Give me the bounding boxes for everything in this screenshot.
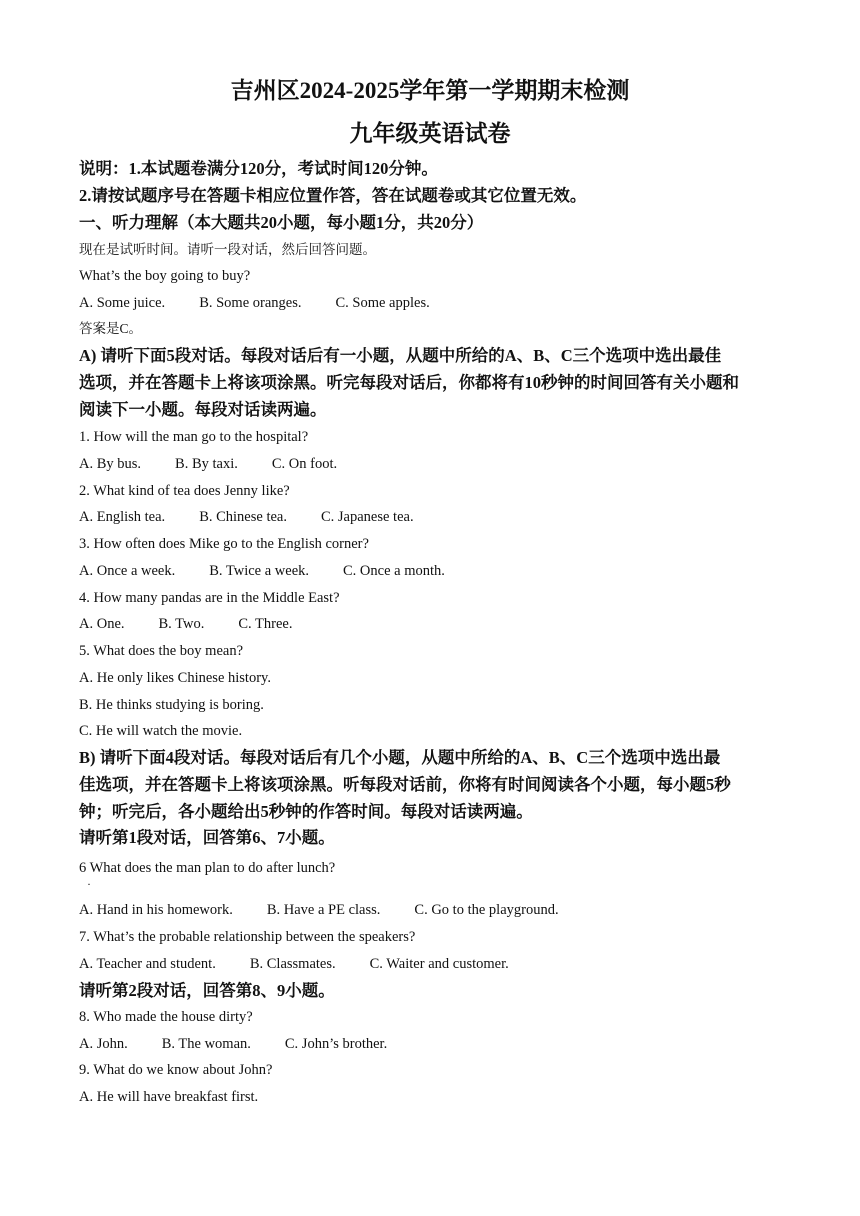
part-a-intro-line-3: 阅读下一小题。每段对话读两遍。 — [79, 400, 327, 419]
question-2-options — [79, 510, 414, 525]
option-c: C. John’s brother. — [284, 1036, 388, 1052]
option-b: B. By taxi. — [175, 456, 238, 472]
question-1-options — [79, 457, 337, 472]
option-a: A. John. — [79, 1036, 128, 1052]
instruction-line-1: 说明：1.本试题卷满分120分，考试时间120分钟。 — [79, 159, 438, 178]
option-c: C. Waiter and customer. — [369, 956, 509, 972]
option-c: C. Go to the playground. — [414, 902, 559, 918]
question-7: 7. What’s the probable relationship between the speakers? — [79, 929, 416, 945]
option-a: A. Teacher and student. — [79, 956, 216, 972]
part-b-intro-line-2: 佳选项，并在答题卡上将该项涂黑。听每段对话前，你将有时间阅读各个小题，每小题5秒 — [79, 775, 731, 794]
question-5: 5. What does the boy mean? — [79, 643, 244, 659]
option-c: C. Some apples. — [335, 295, 430, 311]
question-5-option-b: B. He thinks studying is boring. — [79, 697, 264, 713]
option-a: A. Some juice. — [79, 295, 166, 311]
part-b-intro-line-3: 钟；听完后，各小题给出5秒钟的作答时间。每段对话读两遍。 — [79, 802, 533, 821]
option-b: B. Classmates. — [249, 956, 336, 972]
question-6-options — [79, 903, 559, 918]
part-b-intro-line-1: B) 请听下面4段对话。每段对话后有几个小题，从题中所给的A、B、C三个选项中选出最 — [79, 748, 721, 767]
option-b: B. Two. — [158, 616, 205, 632]
question-2: 2. What kind of tea does Jenny like? — [79, 483, 290, 499]
part-a-intro-line-1: A) 请听下面5段对话。每段对话后有一小题，从题中所给的A、B、C三个选项中选出最佳 — [79, 346, 722, 365]
option-c: C. Three. — [238, 616, 293, 632]
question-4-options — [79, 617, 292, 632]
option-a: A. Hand in his homework. — [79, 902, 233, 918]
dialog-2-heading: 请听第2段对话，回答第8、9小题。 — [79, 981, 335, 1000]
option-b: B. The woman. — [161, 1036, 251, 1052]
question-4: 4. How many pandas are in the Middle East? — [79, 590, 340, 606]
example-answer: 答案是C。 — [79, 321, 143, 336]
option-c: C. Japanese tea. — [320, 509, 414, 525]
question-1: 1. How will the man go to the hospital? — [79, 429, 309, 445]
option-c: C. Once a month. — [343, 563, 445, 579]
instruction-line-2: 2.请按试题序号在答题卡相应位置作答，答在试题卷或其它位置无效。 — [79, 186, 587, 205]
question-6: 6 What does the man plan to do after lunch? — [79, 860, 336, 876]
question-5-option-a: A. He only likes Chinese history. — [79, 670, 271, 686]
option-a: A. Once a week. — [79, 563, 176, 579]
option-b: B. Some oranges. — [199, 295, 302, 311]
question-6-mark: · — [87, 877, 91, 891]
dialog-1-heading: 请听第1段对话，回答第6、7小题。 — [79, 828, 335, 847]
example-options — [79, 296, 430, 311]
question-3: 3. How often does Mike go to the English corner? — [79, 536, 369, 552]
question-8-options — [79, 1037, 387, 1052]
option-b: B. Have a PE class. — [266, 902, 381, 918]
option-c: C. On foot. — [271, 456, 338, 472]
question-7-options — [79, 957, 509, 972]
option-a: A. English tea. — [79, 509, 166, 525]
option-b: B. Twice a week. — [209, 563, 309, 579]
question-3-options — [79, 564, 445, 579]
exam-subtitle: 九年级英语试卷 — [349, 121, 511, 146]
example-intro: 现在是试听时间。请听一段对话，然后回答问题。 — [79, 242, 376, 257]
section-heading-listening: 一、听力理解（本大题共20小题，每小题1分，共20分） — [79, 213, 484, 232]
option-a: A. One. — [79, 616, 125, 632]
question-9-option-a: A. He will have breakfast first. — [79, 1089, 259, 1105]
exam-title: 吉州区2024-2025学年第一学期期末检测 — [230, 78, 630, 103]
question-5-option-c: C. He will watch the movie. — [79, 723, 243, 739]
example-question: What’s the boy going to buy? — [79, 268, 251, 284]
question-9: 9. What do we know about John? — [79, 1062, 273, 1078]
part-a-intro-line-2: 选项，并在答题卡上将该项涂黑。听完每段对话后，你都将有10秒钟的时间回答有关小题和 — [79, 373, 739, 392]
question-8: 8. Who made the house dirty? — [79, 1009, 253, 1025]
option-a: A. By bus. — [79, 456, 142, 472]
option-b: B. Chinese tea. — [199, 509, 287, 525]
